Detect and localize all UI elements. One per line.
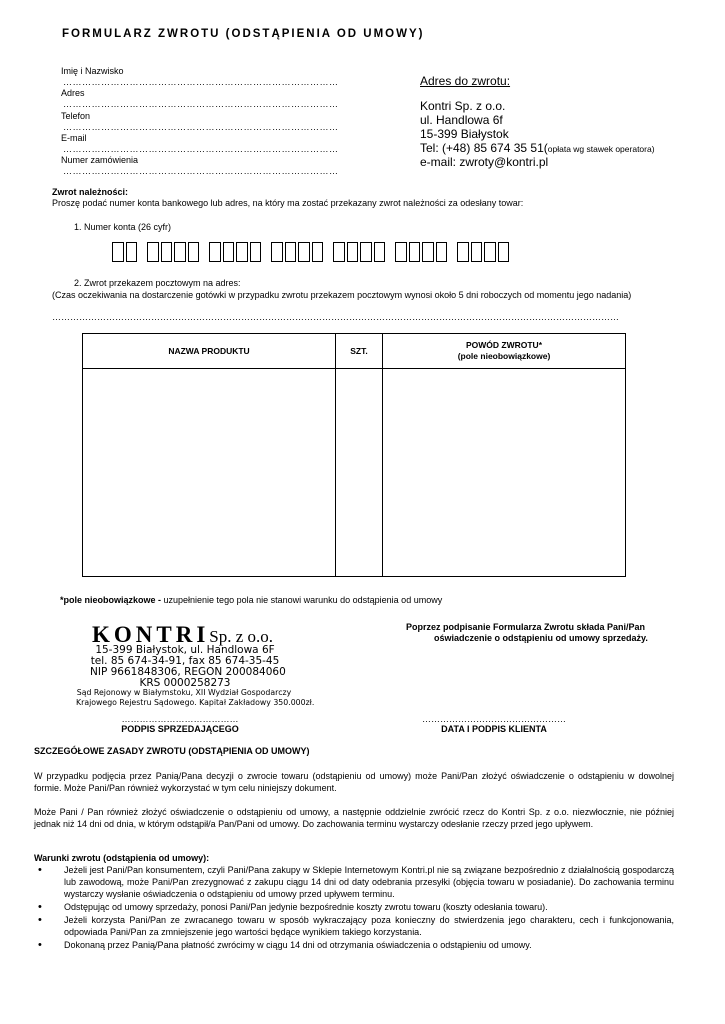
account-digit-box[interactable]: [209, 242, 221, 262]
client-signature-line[interactable]: …………………………………………: [422, 714, 566, 724]
quantity-cell[interactable]: [336, 369, 383, 577]
stamp-line-1: 15-399 Białystok, ul. Handlowa 6F: [95, 644, 275, 656]
account-digit-box[interactable]: [457, 242, 469, 262]
account-digit-box[interactable]: [147, 242, 159, 262]
account-digit-group: [112, 242, 137, 262]
condition-item: • Jeżeli jest Pani/Pan konsumentem, czyli Pani/Pana zakupy w Sklepie Internetowym Kontri.pl nie są związane bezpośrednio z działalnością gospodarczą lub zawodową, może Pani/Pan zrezygnować z zakupu ciągu 14 dni od daty odebrania przesyłki (objęcia towaru w posiadanie). Do zachowania terminu wystarczy wysłanie oświadczenia o odstąpieniu od umowy przed upływem terminu.: [34, 864, 674, 900]
account-digit-box[interactable]: [395, 242, 407, 262]
field-label-name: Imię i Nazwisko: [61, 66, 124, 76]
stamp-line-2: tel. 85 674-34-91, fax 85 674-35-45: [90, 655, 280, 667]
refund-postal-note: (Czas oczekiwania na dostarczenie gotówki w przypadku zwrotu przekazem pocztowym wynosi około 5 dni roboczych od momentu jego nadania): [52, 290, 632, 300]
account-digit-box[interactable]: [436, 242, 448, 262]
client-signature-label: DATA I PODPIS KLIENTA: [441, 724, 547, 734]
account-digit-group: [271, 242, 323, 262]
field-label-order-number: Numer zamówienia: [61, 155, 139, 165]
account-digit-box[interactable]: [250, 242, 262, 262]
postal-address-input[interactable]: ………………………………………………………………………………………………………………………………………………………………………: [52, 312, 619, 322]
account-digit-box[interactable]: [223, 242, 235, 262]
seller-signature-label: PODPIS SPRZEDAJĄCEGO: [121, 724, 239, 734]
return-address-phone: [420, 141, 655, 155]
field-label-email: E-mail: [61, 133, 87, 143]
account-digit-box[interactable]: [360, 242, 372, 262]
account-digit-group: [333, 242, 385, 262]
product-name-cell[interactable]: [83, 369, 336, 577]
account-digit-group: [147, 242, 199, 262]
account-digit-box[interactable]: [374, 242, 386, 262]
conditions-list: [34, 864, 674, 952]
return-address-email: e-mail: zwroty@kontri.pl: [420, 155, 549, 169]
account-digit-box[interactable]: [312, 242, 324, 262]
footnote-label: *pole nieobowiązkowe -: [60, 595, 162, 605]
account-digit-box[interactable]: [409, 242, 421, 262]
condition-item: • Jeżeli korzysta Pani/Pan ze zwracanego towaru w sposób wykraczający poza konieczny do stwierdzenia jego charakteru, cech i funkcjonowania, odpowiada Pani/Pan za zmniejszenie jego wartości będące wynikiem takiego korzystania.: [34, 914, 674, 938]
condition-item: • Odstępując od umowy sprzedaży, ponosi Pani/Pan jedynie bezpośrednie koszty zwrotu towaru (koszty odesłania towaru).: [34, 901, 674, 913]
footnote: [60, 595, 442, 605]
return-address-title: Adres do zwrotu:: [420, 74, 511, 88]
stamp-line-3: NIP 9661848306, REGON 200084060: [90, 666, 286, 678]
field-label-phone: Telefon: [61, 111, 91, 121]
company-logo-brand: KONTRI: [92, 622, 210, 647]
field-order-number-input[interactable]: ……………………………………………………………………………: [63, 166, 339, 176]
account-digit-box[interactable]: [161, 242, 173, 262]
col-product-name: NAZWA PRODUKTU: [83, 334, 336, 369]
rules-paragraph-2: Może Pani / Pan również złożyć oświadczenie o odstąpieniu od umowy, a następnie oddzielnie zwrócić rzecz do Kontri Sp. z o.o. niezwłocznie, nie później jednak niż 14 dni od dnia, w którym odstąpił/a Pan/Pani od umowy. Do zachowania terminu wystarczy odesłanie rzeczy przed jego upływem.: [34, 807, 674, 829]
field-email-input[interactable]: ……………………………………………………………………………: [63, 144, 339, 154]
statement-line-2: oświadczenie o odstąpieniu od umowy sprzedaży.: [434, 633, 648, 643]
conditions-heading: Warunki zwrotu (odstąpienia od umowy):: [34, 853, 210, 863]
account-number-boxes[interactable]: [112, 242, 515, 262]
refund-option-account: 1. Numer konta (26 cyfr): [74, 222, 172, 232]
return-address-street: ul. Handlowa 6f: [420, 113, 503, 127]
account-digit-box[interactable]: [471, 242, 483, 262]
form-title: FORMULARZ ZWROTU (ODSTĄPIENIA OD UMOWY): [62, 28, 425, 40]
rules-heading: SZCZEGÓŁOWE ZASADY ZWROTU (ODSTĄPIENIA OD UMOWY): [34, 746, 310, 756]
field-address-input[interactable]: ……………………………………………………………………………: [63, 99, 339, 109]
account-digit-group: [457, 242, 509, 262]
account-digit-box[interactable]: [347, 242, 359, 262]
account-digit-group: [209, 242, 261, 262]
col-return-reason: [383, 334, 626, 369]
account-digit-box[interactable]: [174, 242, 186, 262]
field-label-address: Adres: [61, 88, 85, 98]
return-address-company: Kontri Sp. z o.o.: [420, 99, 506, 113]
account-digit-box[interactable]: [333, 242, 345, 262]
col-quantity: SZT.: [336, 334, 383, 369]
statement-line-1: Poprzez podpisanie Formularza Zwrotu składa Pani/Pan: [406, 622, 646, 632]
field-name-input[interactable]: ……………………………………………………………………………: [63, 77, 339, 87]
account-digit-box[interactable]: [498, 242, 510, 262]
account-digit-box[interactable]: [298, 242, 310, 262]
company-logo-suffix: Sp. z o.o.: [209, 627, 274, 646]
account-digit-box[interactable]: [422, 242, 434, 262]
account-digit-box[interactable]: [271, 242, 283, 262]
refund-intro: Proszę podać numer konta bankowego lub adres, na który ma zostać przekazany zwrot należności za odesłany towar:: [52, 198, 524, 208]
col-return-reason-note: (pole nieobowiązkowe): [457, 351, 551, 361]
stamp-line-4: KRS 0000258273: [139, 677, 231, 689]
account-digit-box[interactable]: [112, 242, 124, 262]
account-digit-box[interactable]: [126, 242, 138, 262]
seller-signature-line[interactable]: …………………………………: [121, 714, 239, 724]
account-digit-box[interactable]: [236, 242, 248, 262]
field-phone-input[interactable]: ……………………………………………………………………………: [63, 122, 339, 132]
stamp-registry: [76, 688, 315, 707]
condition-item: • Dokonaną przez Panią/Pana płatność zwrócimy w ciągu 14 dni od otrzymania oświadczenia o odstąpieniu od umowy.: [34, 939, 674, 951]
return-address-phone-number: Tel: (+48) 85 674 35 51(: [420, 141, 548, 155]
return-address-phone-note: opłata wg stawek operatora): [547, 144, 655, 154]
products-table: [82, 333, 626, 577]
account-digit-group: [395, 242, 447, 262]
col-return-reason-title: POWÓD ZWROTU*: [465, 340, 543, 350]
rules-paragraph-1: W przypadku podjęcia przez Panią/Pana decyzji o zwrocie towaru (odstąpieniu od umowy) może Pani/Pan złożyć oświadczenie o odstąpieniu w dowolnej formie. Może Pani/Pan również wykorzystać w tym celu niniejszy dokument.: [34, 771, 674, 793]
return-address-city: 15-399 Białystok: [420, 127, 509, 141]
account-digit-box[interactable]: [285, 242, 297, 262]
refund-option-postal: 2. Zwrot przekazem pocztowym na adres:: [74, 278, 241, 288]
footnote-text: uzupełnienie tego pola nie stanowi warunku do odstąpienia od umowy: [161, 595, 443, 605]
account-digit-box[interactable]: [188, 242, 200, 262]
account-digit-box[interactable]: [484, 242, 496, 262]
stamp-address: [90, 644, 286, 689]
return-reason-cell[interactable]: [383, 369, 626, 577]
stamp-line-5: Sąd Rejonowy w Białymstoku, XII Wydział Gospodarczy: [76, 688, 292, 697]
stamp-line-6: Krajowego Rejestru Sądowego. Kapitał Zakładowy 350.000zł.: [76, 697, 315, 707]
refund-heading: Zwrot należności:: [52, 187, 129, 197]
